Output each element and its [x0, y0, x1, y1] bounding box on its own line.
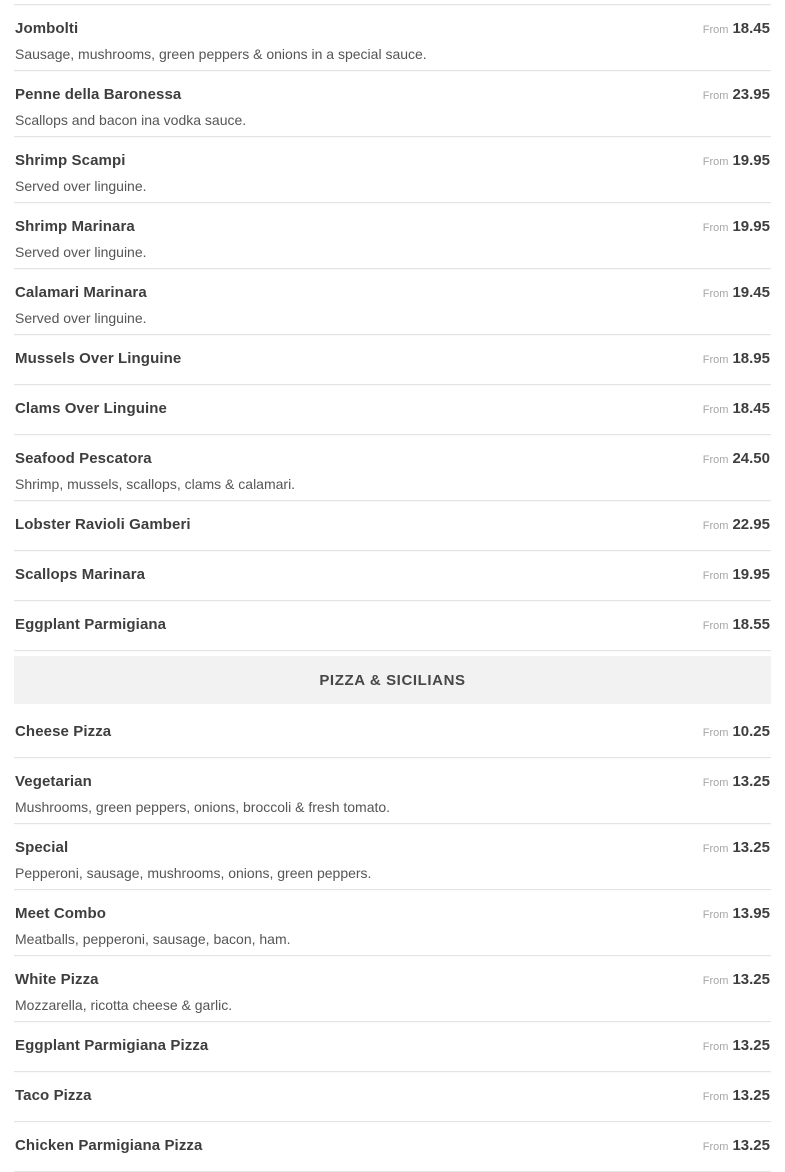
item-price [703, 282, 770, 305]
menu-item-row [15, 721, 770, 744]
menu-item-row [15, 837, 770, 860]
price-amount: 13.25 [732, 1137, 770, 1154]
menu-item-row [15, 614, 770, 637]
section-header [14, 656, 771, 704]
menu-item-row [15, 348, 770, 371]
item-name: Chicken Parmigiana Pizza [15, 1137, 203, 1154]
menu-item[interactable] [0, 137, 785, 202]
price-amount: 18.45 [732, 20, 770, 37]
price-prefix: From [702, 975, 729, 987]
menu-item[interactable] [0, 824, 785, 889]
item-description: Mushrooms, green peppers, onions, broccoli & fresh tomato. [15, 799, 391, 815]
item-price [703, 448, 770, 471]
item-name: Cheese Pizza [15, 723, 112, 740]
item-price [703, 514, 770, 537]
menu-item-row [15, 398, 770, 421]
item-description: Pepperoni, sausage, mushrooms, onions, green peppers. [15, 865, 372, 881]
menu-item-row [15, 448, 770, 471]
price-amount: 19.45 [732, 284, 770, 301]
item-name: Jombolti [15, 20, 79, 37]
price-prefix: From [702, 777, 729, 789]
menu-item[interactable] [0, 1022, 785, 1071]
menu-item-row [15, 1135, 770, 1158]
menu-item[interactable] [0, 1122, 785, 1171]
item-name: Calamari Marinara [15, 284, 147, 301]
item-price [703, 903, 770, 926]
menu-item[interactable] [0, 385, 785, 434]
item-price [703, 1035, 770, 1058]
item-name: Scallops Marinara [15, 566, 146, 583]
price-amount: 24.50 [732, 450, 770, 467]
menu-item[interactable] [0, 551, 785, 600]
price-prefix: From [702, 354, 729, 366]
item-name: Lobster Ravioli Gamberi [15, 516, 191, 533]
menu-item[interactable] [0, 269, 785, 334]
price-amount: 18.95 [732, 350, 770, 367]
price-amount: 13.95 [732, 905, 770, 922]
section-title: PIZZA & SICILIANS [319, 671, 466, 689]
item-price [703, 216, 770, 239]
price-prefix: From [702, 843, 729, 855]
item-name: Mussels Over Linguine [15, 350, 182, 367]
menu-item-row [15, 282, 770, 305]
price-prefix: From [702, 24, 729, 36]
price-prefix: From [702, 404, 729, 416]
menu-item[interactable] [0, 501, 785, 550]
price-amount: 13.25 [732, 1087, 770, 1104]
menu-item-row [15, 84, 770, 107]
price-amount: 23.95 [732, 86, 770, 103]
menu-item-row [15, 564, 770, 587]
item-name: Special [15, 839, 69, 856]
menu-item[interactable] [0, 435, 785, 500]
item-price [703, 1135, 770, 1158]
item-price [703, 18, 770, 41]
price-amount: 18.55 [732, 616, 770, 633]
price-prefix: From [702, 520, 729, 532]
item-price [703, 771, 770, 794]
price-prefix: From [702, 454, 729, 466]
menu-item[interactable] [0, 890, 785, 955]
item-name: Vegetarian [15, 773, 92, 790]
menu-item-row [15, 18, 770, 41]
price-amount: 22.95 [732, 516, 770, 533]
menu-item-row [15, 216, 770, 239]
price-amount: 10.25 [732, 723, 770, 740]
price-amount: 13.25 [732, 1037, 770, 1054]
menu-item-row [15, 1035, 770, 1058]
price-amount: 19.95 [732, 566, 770, 583]
menu-item[interactable] [0, 203, 785, 268]
item-description: Mozzarella, ricotta cheese & garlic. [15, 997, 233, 1013]
item-description: Shrimp, mussels, scallops, clams & calamari. [15, 476, 296, 492]
divider [14, 650, 771, 651]
item-price [703, 398, 770, 421]
price-prefix: From [702, 620, 729, 632]
menu-item-row [15, 150, 770, 173]
item-description: Served over linguine. [15, 244, 147, 260]
item-name: Eggplant Parmigiana [15, 616, 167, 633]
item-price [703, 348, 770, 371]
price-amount: 19.95 [732, 218, 770, 235]
item-name: Clams Over Linguine [15, 400, 167, 417]
menu-list [0, 4, 785, 1172]
price-prefix: From [702, 570, 729, 582]
price-prefix: From [702, 90, 729, 102]
price-prefix: From [702, 1141, 729, 1153]
menu-item[interactable] [0, 5, 785, 70]
price-prefix: From [702, 288, 729, 300]
menu-item[interactable] [0, 1072, 785, 1121]
item-price [703, 150, 770, 173]
item-name: Seafood Pescatora [15, 450, 152, 467]
item-price [703, 84, 770, 107]
menu-item[interactable] [0, 601, 785, 650]
menu-item[interactable] [0, 71, 785, 136]
price-amount: 18.45 [732, 400, 770, 417]
price-amount: 13.25 [732, 971, 770, 988]
item-description: Scallops and bacon ina vodka sauce. [15, 112, 247, 128]
menu-item-row [15, 771, 770, 794]
menu-item[interactable] [0, 956, 785, 1021]
item-price [703, 969, 770, 992]
price-prefix: From [702, 1091, 729, 1103]
item-name: Taco Pizza [15, 1087, 92, 1104]
price-amount: 13.25 [732, 839, 770, 856]
price-amount: 19.95 [732, 152, 770, 169]
menu-item-row [15, 514, 770, 537]
price-amount: 13.25 [732, 773, 770, 790]
item-description: Served over linguine. [15, 178, 147, 194]
item-price [703, 564, 770, 587]
item-name: Eggplant Parmigiana Pizza [15, 1037, 209, 1054]
menu-item-row [15, 969, 770, 992]
menu-item[interactable] [0, 335, 785, 384]
item-description: Sausage, mushrooms, green peppers & onions in a special sauce. [15, 46, 427, 62]
item-price [703, 837, 770, 860]
item-price [703, 721, 770, 744]
menu-item[interactable] [0, 708, 785, 757]
item-name: Shrimp Scampi [15, 152, 126, 169]
price-prefix: From [702, 727, 729, 739]
price-prefix: From [702, 1041, 729, 1053]
menu-item-row [15, 903, 770, 926]
item-name: Meet Combo [15, 905, 106, 922]
item-price [703, 614, 770, 637]
item-description: Meatballs, pepperoni, sausage, bacon, ham. [15, 931, 291, 947]
item-name: White Pizza [15, 971, 99, 988]
item-name: Penne della Baronessa [15, 86, 182, 103]
menu-item[interactable] [0, 758, 785, 823]
price-prefix: From [702, 909, 729, 921]
price-prefix: From [702, 156, 729, 168]
item-description: Served over linguine. [15, 310, 147, 326]
item-name: Shrimp Marinara [15, 218, 135, 235]
price-prefix: From [702, 222, 729, 234]
